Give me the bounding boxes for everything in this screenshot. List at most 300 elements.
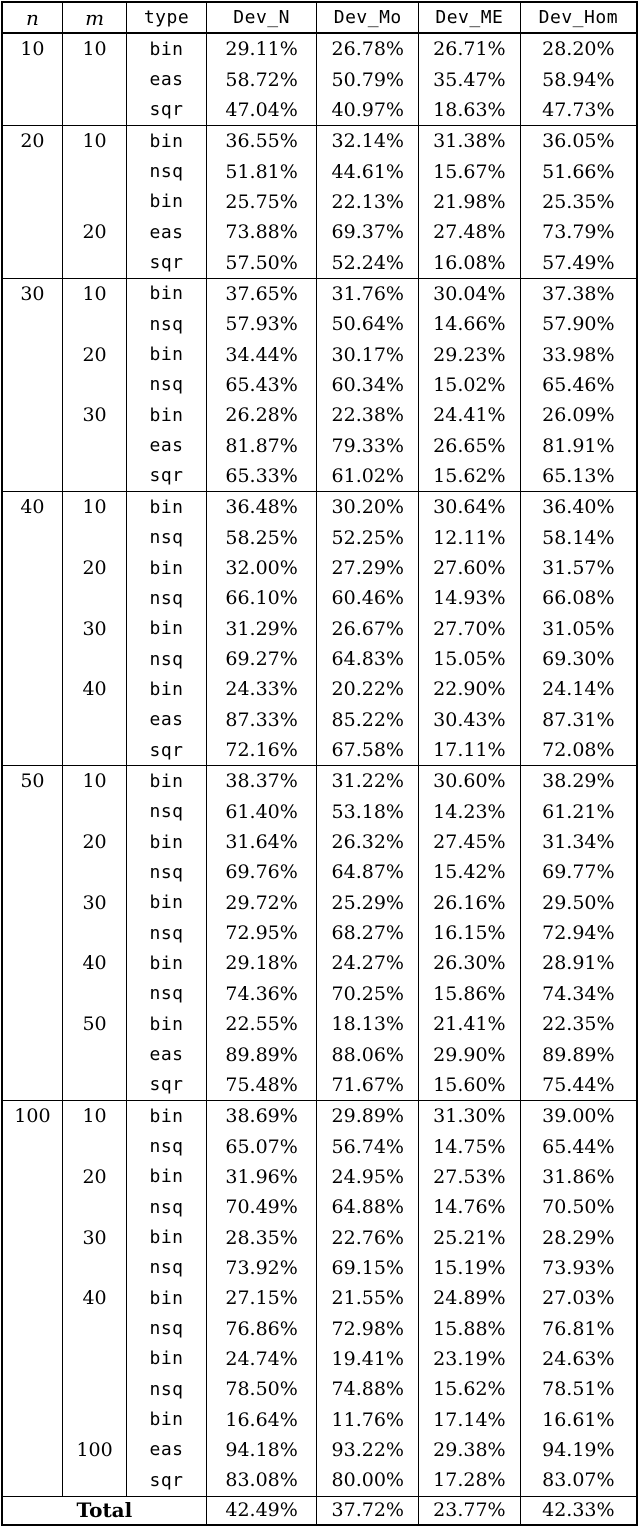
cell-dev-n: 28.35% (206, 1222, 317, 1252)
cell-m (62, 1039, 126, 1069)
cell-dev-me: 29.90% (419, 1039, 521, 1069)
cell-dev-hom: 58.94% (520, 64, 637, 94)
cell-type: bin (127, 1283, 207, 1313)
cell-dev-mo: 88.06% (317, 1039, 419, 1069)
cell-n (2, 888, 62, 918)
cell-dev-hom: 28.91% (520, 948, 637, 978)
cell-n (2, 400, 62, 430)
table-row (2, 888, 637, 918)
table-row (2, 1313, 637, 1343)
cell-n: 100 (2, 1101, 62, 1132)
cell-m (62, 187, 126, 217)
cell-dev-me: 15.88% (419, 1313, 521, 1343)
cell-dev-n: 69.27% (206, 644, 317, 674)
cell-dev-me: 31.38% (419, 126, 521, 157)
cell-type: nsq (127, 156, 207, 186)
cell-m (62, 1192, 126, 1222)
table-row (2, 217, 637, 247)
table-row (2, 1222, 637, 1252)
cell-m: 30 (62, 614, 126, 644)
cell-n (2, 247, 62, 278)
cell-m (62, 370, 126, 400)
cell-m (62, 247, 126, 278)
cell-type: nsq (127, 1374, 207, 1404)
cell-type: eas (127, 1039, 207, 1069)
cell-dev-hom: 94.19% (520, 1435, 637, 1465)
cell-dev-me: 27.53% (419, 1162, 521, 1192)
cell-type: nsq (127, 523, 207, 553)
cell-dev-me: 30.60% (419, 766, 521, 797)
cell-m (62, 644, 126, 674)
cell-dev-hom: 73.79% (520, 217, 637, 247)
cell-n (2, 948, 62, 978)
cell-dev-me: 26.30% (419, 948, 521, 978)
cell-type: eas (127, 705, 207, 735)
cell-dev-n: 94.18% (206, 1435, 317, 1465)
cell-type: sqr (127, 247, 207, 278)
cell-n (2, 1039, 62, 1069)
cell-dev-n: 34.44% (206, 339, 317, 369)
table-row (2, 1283, 637, 1313)
cell-type: bin (127, 1344, 207, 1374)
cell-dev-me: 30.64% (419, 492, 521, 523)
cell-dev-mo: 56.74% (317, 1131, 419, 1161)
cell-dev-me: 22.90% (419, 674, 521, 704)
cell-dev-me: 24.89% (419, 1283, 521, 1313)
cell-n (2, 857, 62, 887)
cell-dev-mo: 69.37% (317, 217, 419, 247)
results-table (1, 1, 638, 1526)
table-row (2, 156, 637, 186)
cell-dev-hom: 38.29% (520, 766, 637, 797)
cell-dev-hom: 65.46% (520, 370, 637, 400)
cell-dev-hom: 36.40% (520, 492, 637, 523)
table-row (2, 430, 637, 460)
cell-dev-n: 57.93% (206, 309, 317, 339)
cell-n (2, 64, 62, 94)
cell-dev-mo: 31.76% (317, 278, 419, 309)
cell-dev-hom: 69.30% (520, 644, 637, 674)
cell-n: 30 (2, 278, 62, 309)
cell-dev-hom: 70.50% (520, 1192, 637, 1222)
cell-dev-me: 24.41% (419, 400, 521, 430)
total-row (2, 1496, 637, 1525)
cell-dev-hom: 31.86% (520, 1162, 637, 1192)
cell-n (2, 797, 62, 827)
table-row (2, 1039, 637, 1069)
cell-type: nsq (127, 918, 207, 948)
cell-m (62, 857, 126, 887)
cell-dev-n: 24.74% (206, 1344, 317, 1374)
cell-type: eas (127, 1435, 207, 1465)
cell-type: nsq (127, 797, 207, 827)
cell-n (2, 735, 62, 766)
cell-dev-n: 37.65% (206, 278, 317, 309)
cell-n (2, 1253, 62, 1283)
cell-type: bin (127, 888, 207, 918)
cell-type: bin (127, 827, 207, 857)
cell-dev-hom: 72.94% (520, 918, 637, 948)
column-header-dev-hom: Dev_Hom (520, 2, 637, 33)
cell-dev-mo: 74.88% (317, 1374, 419, 1404)
cell-dev-me: 15.42% (419, 857, 521, 887)
cell-dev-n: 57.50% (206, 247, 317, 278)
cell-dev-hom: 33.98% (520, 339, 637, 369)
cell-dev-hom: 72.08% (520, 735, 637, 766)
cell-dev-me: 31.30% (419, 1101, 521, 1132)
cell-dev-n: 58.72% (206, 64, 317, 94)
cell-dev-me: 12.11% (419, 523, 521, 553)
cell-dev-me: 15.19% (419, 1253, 521, 1283)
cell-type: bin (127, 553, 207, 583)
cell-dev-n: 29.72% (206, 888, 317, 918)
cell-dev-me: 30.04% (419, 278, 521, 309)
table-row (2, 400, 637, 430)
cell-dev-n: 65.33% (206, 461, 317, 492)
cell-dev-hom: 28.20% (520, 33, 637, 64)
cell-dev-hom: 47.73% (520, 95, 637, 126)
cell-dev-hom: 57.90% (520, 309, 637, 339)
table-row (2, 1070, 637, 1101)
cell-dev-mo: 69.15% (317, 1253, 419, 1283)
cell-dev-me: 14.76% (419, 1192, 521, 1222)
table-row (2, 1344, 637, 1374)
cell-n (2, 430, 62, 460)
cell-m (62, 979, 126, 1009)
cell-type: sqr (127, 735, 207, 766)
cell-m (62, 1404, 126, 1434)
cell-n (2, 1192, 62, 1222)
table-row (2, 1465, 637, 1496)
cell-dev-hom: 22.35% (520, 1009, 637, 1039)
cell-type: bin (127, 126, 207, 157)
cell-m (62, 156, 126, 186)
cell-dev-n: 24.33% (206, 674, 317, 704)
table-row (2, 247, 637, 278)
cell-m: 30 (62, 1222, 126, 1252)
table-row (2, 948, 637, 978)
cell-type: sqr (127, 1070, 207, 1101)
cell-m (62, 430, 126, 460)
cell-dev-me: 29.38% (419, 1435, 521, 1465)
cell-type: bin (127, 1222, 207, 1252)
cell-dev-mo: 19.41% (317, 1344, 419, 1374)
cell-dev-hom: 83.07% (520, 1465, 637, 1496)
table-row (2, 1374, 637, 1404)
cell-dev-n: 38.69% (206, 1101, 317, 1132)
cell-dev-mo: 64.88% (317, 1192, 419, 1222)
cell-dev-n: 75.48% (206, 1070, 317, 1101)
table-row (2, 461, 637, 492)
cell-dev-n: 70.49% (206, 1192, 317, 1222)
cell-dev-n: 22.55% (206, 1009, 317, 1039)
cell-dev-n: 31.29% (206, 614, 317, 644)
cell-dev-mo: 21.55% (317, 1283, 419, 1313)
cell-dev-mo: 85.22% (317, 705, 419, 735)
cell-dev-me: 27.60% (419, 553, 521, 583)
table-row (2, 523, 637, 553)
cell-dev-me: 21.98% (419, 187, 521, 217)
cell-dev-n: 29.18% (206, 948, 317, 978)
cell-type: bin (127, 187, 207, 217)
cell-dev-mo: 22.76% (317, 1222, 419, 1252)
cell-type: sqr (127, 1465, 207, 1496)
cell-dev-n: 36.48% (206, 492, 317, 523)
table-row (2, 1404, 637, 1434)
cell-n: 10 (20, 38, 45, 61)
cell-dev-me: 21.41% (419, 1009, 521, 1039)
cell-dev-me: 23.19% (419, 1344, 521, 1374)
cell-dev-n: 38.37% (206, 766, 317, 797)
cell-m: 30 (62, 888, 126, 918)
cell-m (62, 64, 126, 94)
cell-dev-n: 83.08% (206, 1465, 317, 1496)
cell-dev-mo: 40.97% (317, 95, 419, 126)
cell-type: nsq (127, 644, 207, 674)
cell-n (2, 95, 62, 126)
cell-dev-me: 14.66% (419, 309, 521, 339)
cell-dev-me: 30.43% (419, 705, 521, 735)
cell-type: nsq (127, 1131, 207, 1161)
table-row (2, 553, 637, 583)
cell-dev-me: 14.93% (419, 583, 521, 613)
cell-dev-hom: 69.77% (520, 857, 637, 887)
cell-m (62, 309, 126, 339)
cell-dev-mo: 26.32% (317, 827, 419, 857)
table-row (2, 187, 637, 217)
cell-dev-n: 78.50% (206, 1374, 317, 1404)
cell-type: sqr (127, 95, 207, 126)
cell-m: 10 (62, 33, 126, 64)
cell-m (62, 1253, 126, 1283)
cell-dev-mo: 79.33% (317, 430, 419, 460)
cell-dev-n: 61.40% (206, 797, 317, 827)
cell-dev-mo: 60.46% (317, 583, 419, 613)
cell-type: bin (127, 1009, 207, 1039)
cell-m: 30 (62, 400, 126, 430)
cell-dev-mo: 31.22% (317, 766, 419, 797)
cell-m (62, 1374, 126, 1404)
cell-n: 20 (2, 126, 62, 157)
cell-type: bin (127, 33, 207, 64)
cell-type: bin (127, 948, 207, 978)
cell-type: sqr (127, 461, 207, 492)
cell-dev-me: 27.48% (419, 217, 521, 247)
table-row (2, 644, 637, 674)
cell-dev-hom: 57.49% (520, 247, 637, 278)
cell-m: 20 (62, 553, 126, 583)
cell-m (62, 735, 126, 766)
cell-dev-hom: 27.03% (520, 1283, 637, 1313)
cell-dev-hom: 37.38% (520, 278, 637, 309)
cell-dev-me: 25.21% (419, 1222, 521, 1252)
cell-n (2, 1404, 62, 1434)
cell-dev-me: 17.11% (419, 735, 521, 766)
cell-dev-n: 58.25% (206, 523, 317, 553)
cell-dev-n: 25.75% (206, 187, 317, 217)
cell-dev-hom: 61.21% (520, 797, 637, 827)
cell-dev-n: 69.76% (206, 857, 317, 887)
cell-dev-me: 27.45% (419, 827, 521, 857)
cell-m: 40 (62, 948, 126, 978)
cell-m: 100 (62, 1435, 126, 1465)
total-value-dev-me: 23.77% (419, 1496, 521, 1525)
table-row (2, 1101, 637, 1132)
column-header-dev-me: Dev_ME (419, 2, 521, 33)
cell-dev-me: 15.67% (419, 156, 521, 186)
cell-n (2, 1435, 62, 1465)
cell-m: 20 (62, 339, 126, 369)
cell-n (2, 1344, 62, 1374)
table-row (2, 674, 637, 704)
cell-dev-me: 17.28% (419, 1465, 521, 1496)
cell-n (2, 583, 62, 613)
cell-n (2, 918, 62, 948)
cell-type: bin (127, 766, 207, 797)
table-row (2, 278, 637, 309)
cell-dev-hom: 81.91% (520, 430, 637, 460)
cell-type: nsq (127, 309, 207, 339)
cell-n (2, 705, 62, 735)
cell-dev-n: 87.33% (206, 705, 317, 735)
cell-dev-hom: 74.34% (520, 979, 637, 1009)
table-row (2, 1435, 637, 1465)
cell-dev-hom: 24.63% (520, 1344, 637, 1374)
cell-dev-mo: 60.34% (317, 370, 419, 400)
cell-m (62, 1313, 126, 1343)
cell-dev-mo: 25.29% (317, 888, 419, 918)
cell-type: nsq (127, 1313, 207, 1343)
table-row (2, 126, 637, 157)
cell-dev-mo: 68.27% (317, 918, 419, 948)
table-body (2, 33, 637, 1496)
cell-m (62, 705, 126, 735)
cell-dev-n: 73.88% (206, 217, 317, 247)
table-row (2, 1192, 637, 1222)
cell-dev-n: 51.81% (206, 156, 317, 186)
cell-n (2, 1131, 62, 1161)
cell-dev-me: 15.05% (419, 644, 521, 674)
table-row (2, 1131, 637, 1161)
cell-type: bin (127, 278, 207, 309)
table-row (2, 614, 637, 644)
cell-dev-n: 72.95% (206, 918, 317, 948)
cell-type: nsq (127, 979, 207, 1009)
cell-n (2, 1313, 62, 1343)
cell-dev-mo: 70.25% (317, 979, 419, 1009)
cell-n (2, 1162, 62, 1192)
column-header-m: m (62, 2, 126, 33)
table-row (2, 797, 637, 827)
cell-dev-n: 29.11% (206, 33, 317, 64)
cell-dev-me: 15.02% (419, 370, 521, 400)
cell-type: bin (127, 674, 207, 704)
cell-dev-mo: 24.27% (317, 948, 419, 978)
cell-dev-hom: 28.29% (520, 1222, 637, 1252)
table-row (2, 979, 637, 1009)
table-row (2, 1253, 637, 1283)
cell-m (62, 523, 126, 553)
cell-n (2, 1222, 62, 1252)
cell-dev-mo: 11.76% (317, 1404, 419, 1434)
cell-dev-me: 26.16% (419, 888, 521, 918)
cell-dev-n: 27.15% (206, 1283, 317, 1313)
table-row (2, 64, 637, 94)
cell-m (62, 461, 126, 492)
cell-dev-me: 35.47% (419, 64, 521, 94)
cell-dev-n: 76.86% (206, 1313, 317, 1343)
cell-dev-mo: 72.98% (317, 1313, 419, 1343)
cell-dev-me: 15.62% (419, 1374, 521, 1404)
cell-dev-n: 74.36% (206, 979, 317, 1009)
cell-m (62, 1070, 126, 1101)
table-row (2, 735, 637, 766)
cell-dev-me: 26.71% (419, 33, 521, 64)
cell-dev-mo: 50.64% (317, 309, 419, 339)
cell-dev-hom: 58.14% (520, 523, 637, 553)
column-header-dev-mo: Dev_Mo (317, 2, 419, 33)
cell-dev-hom: 24.14% (520, 674, 637, 704)
cell-m (62, 1465, 126, 1496)
table-row (2, 827, 637, 857)
cell-dev-hom: 16.61% (520, 1404, 637, 1434)
cell-dev-hom: 31.05% (520, 614, 637, 644)
cell-m (62, 918, 126, 948)
cell-n (2, 827, 62, 857)
cell-m (62, 797, 126, 827)
cell-m: 10 (62, 278, 126, 309)
cell-n: 40 (2, 492, 62, 523)
table-row (2, 918, 637, 948)
column-header-type: type (127, 2, 207, 33)
cell-n (2, 339, 62, 369)
cell-n (2, 461, 62, 492)
cell-dev-mo: 50.79% (317, 64, 419, 94)
cell-type: eas (127, 430, 207, 460)
cell-dev-me: 15.86% (419, 979, 521, 1009)
cell-dev-n: 31.64% (206, 827, 317, 857)
cell-dev-mo: 52.24% (317, 247, 419, 278)
cell-m: 20 (62, 217, 126, 247)
cell-dev-n: 47.04% (206, 95, 317, 126)
cell-dev-me: 14.23% (419, 797, 521, 827)
cell-dev-hom: 66.08% (520, 583, 637, 613)
cell-type: nsq (127, 1192, 207, 1222)
cell-n (2, 1465, 62, 1496)
cell-n (2, 156, 62, 186)
table-row (2, 492, 637, 523)
cell-m (62, 1344, 126, 1374)
header-row (2, 2, 637, 33)
cell-dev-me: 26.65% (419, 430, 521, 460)
cell-dev-hom: 75.44% (520, 1070, 637, 1101)
cell-dev-mo: 26.67% (317, 614, 419, 644)
cell-dev-hom: 65.44% (520, 1131, 637, 1161)
cell-dev-mo: 80.00% (317, 1465, 419, 1496)
cell-dev-mo: 30.17% (317, 339, 419, 369)
cell-dev-n: 26.28% (206, 400, 317, 430)
table-row (2, 95, 637, 126)
cell-n (2, 1283, 62, 1313)
cell-n (2, 1009, 62, 1039)
cell-type: bin (127, 400, 207, 430)
cell-dev-me: 29.23% (419, 339, 521, 369)
column-header-n: n (2, 2, 62, 33)
cell-dev-mo: 29.89% (317, 1101, 419, 1132)
cell-m (62, 583, 126, 613)
cell-n (2, 217, 62, 247)
table-row (2, 583, 637, 613)
